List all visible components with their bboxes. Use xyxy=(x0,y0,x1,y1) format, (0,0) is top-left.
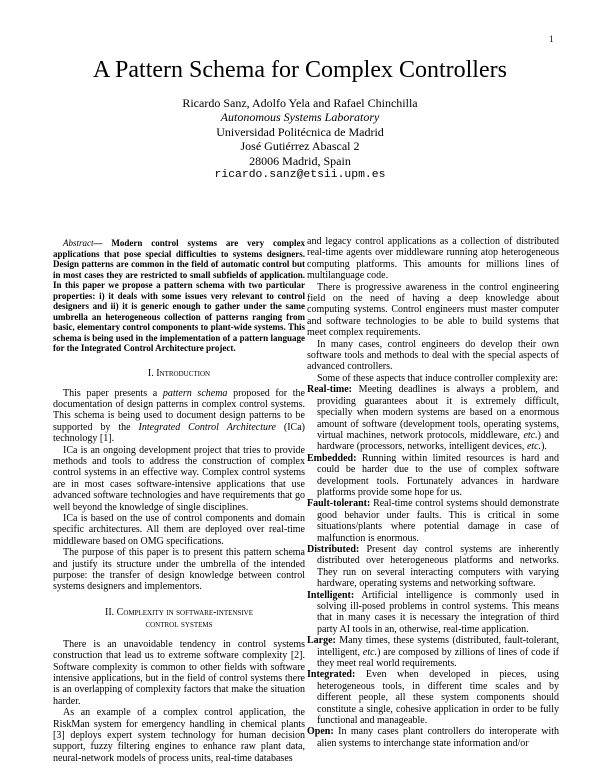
paragraph: In many cases, control engineers do develop their own software tools and methods to deal with the special aspects of advanced controllers. xyxy=(307,338,559,373)
aspect-real-time: Real-time: Meeting deadlines is always a problem, and providing guarantees about it is extremely difficult, specially when modern systems are based on a enormous amount of software (development tools, operating systems, virtual machines, network protocols, middleware, etc.) and hardware (processors, networks, intelligent devices, etc.). xyxy=(307,384,559,453)
author-list: Ricardo Sanz, Adolfo Yela and Rafael Chinchilla xyxy=(182,96,418,110)
section-heading-introduction: I. Introduction xyxy=(147,367,211,379)
affiliation xyxy=(0,110,600,183)
aspect-distributed: Distributed: Present day control systems are inherently distributed over heterogeneous platforms and networks. They run on several interacting computers with varying hardware, operating systems and networking software. xyxy=(307,543,560,590)
paragraph: There is progressive awareness in the control engineering field on the need of having a deep knowledge about computing systems. Control engineers must master computer and software technologies to be able to build systems that meet complex requirements. xyxy=(307,281,559,339)
right-column xyxy=(307,236,559,749)
paragraph: There is an unavoidable tendency in control systems construction that lead us to extreme software complexity [2]. Software complexity is common to other fields with software intensive applications, but in the field of control systems there is an overlapping of complexity factors that make the situation harder. xyxy=(53,638,305,707)
paragraph: ICa is an ongoing development project that tries to provide methods and tools to address the construction of complex control systems in an effective way. Complex control systems are in most cases software-intensive applications that use advanced software technologies and have requirements that go well beyond the knowledge of single disciplines. xyxy=(53,444,305,513)
affiliation-street: José Gutiérrez Abascal 2 xyxy=(240,139,360,153)
page-number: 1 xyxy=(549,34,554,44)
author-email: ricardo.sanz@etsii.upm.es xyxy=(214,169,386,181)
paper-title: A Pattern Schema for Complex Controllers xyxy=(93,57,507,83)
affiliation-lab: Autonomous Systems Laboratory xyxy=(220,110,380,124)
left-column xyxy=(53,238,305,764)
aspect-integrated: Integrated: Even when developed in pieces, using heterogeneous tools, in different time scales and by different people, all these system components should constitute a single, cohesive application in order to be fully functional and manageable. xyxy=(307,669,560,727)
aspect-large: Large: Many times, these systems (distributed, fault-tolerant, intelligent, etc.) are composed by zillions of lines of code if they meet real world requirements. xyxy=(307,635,560,670)
aspect-fault-tolerant: Fault-tolerant: Real-time control systems should demonstrate good behavior under faults. This is critical in some situations/plants where potential damage in case of malfunction is enormous. xyxy=(307,498,560,544)
paragraph: The purpose of this paper is to present this pattern schema and justify its structure under the umbrella of the intended purpose: the transfer of design knowledge between control systems designers and implementors. xyxy=(53,547,305,593)
affiliation-city: 28006 Madrid, Spain xyxy=(249,153,351,168)
paragraph: ICa is based on the use of control components and domain specific architectures. All them are deployed over real-time middleware based on OMG specifications. xyxy=(53,512,305,547)
aspect-open: Open: In many cases plant controllers do interoperate with alien systems to interchange state information and/or xyxy=(307,726,560,749)
section-heading-complexity: II. Complexity in software-intensive control systems xyxy=(105,606,253,630)
paper-header xyxy=(0,56,600,183)
aspect-intelligent: Intelligent: Artificial intelligence is commonly used in solving ill-posed problems in control systems. This means that in many cases it is necessary the integration of third party AI tools in an, otherwise, real-time application. xyxy=(307,589,559,635)
paragraph: and legacy control applications as a collection of distributed real-time agents over middleware running atop heterogeneous computing platforms. This amounts for millions lines of multilanguage code. xyxy=(307,236,559,282)
paragraph: As an example of a complex control application, the RiskMan system for emergency handling in chemical plants [3] deploys expert system technology for human decision support, fuzzy filtering engines to enhance raw plant data, neural-network models of process units, real-time databases xyxy=(53,707,305,764)
aspect-embedded: Embedded: Running within limited resources is hard and could be harder due to the use of complex software development tools. Fortunately advances in hardware platforms provide some hope for us. xyxy=(307,452,559,498)
abstract: Abstract— Modern control systems are very complex applications that pose special difficulties to systems designers. Design patterns are common in the field of automatic control but in most cases they are restricted to small subfields of application. In this paper we propose a pattern schema with two particular properties: i) it deals with some issues very relevant to control designers and ii) it is generic enough to gather under the same umbrella an heterogeneous collection of patterns ranging from basic, elementary control components to plant-wide systems. This schema is being used in the implementation of a pattern language for the Integrated Control Architecture project. xyxy=(53,238,306,353)
affiliation-university: Universidad Politécnica de Madrid xyxy=(216,124,384,139)
abstract-label: Abstract xyxy=(63,238,94,248)
paragraph: Some of these aspects that induce controller complexity are: xyxy=(317,372,559,384)
paragraph: This paper presents a pattern schema proposed for the documentation of design patterns in complex control systems. This schema is being used to document design patterns to be supported by the Integrated Control Architecture (ICa) technology [1]. xyxy=(53,387,305,445)
abstract-text: Modern control systems are very complex applications that pose special difficulties to systems designers. Design patterns are common in the field of automatic control but in most cases they are restricted to small subfields of application. In this paper we propose a pattern schema with two particular properties: i) it deals with some issues very relevant to control designers and ii) it is generic enough to gather under the same umbrella an heterogeneous collection of patterns ranging from basic, elementary control components to plant-wide systems. This schema is being used in the implementation of a pattern language for the Integrated Control Architecture project. xyxy=(53,238,306,353)
